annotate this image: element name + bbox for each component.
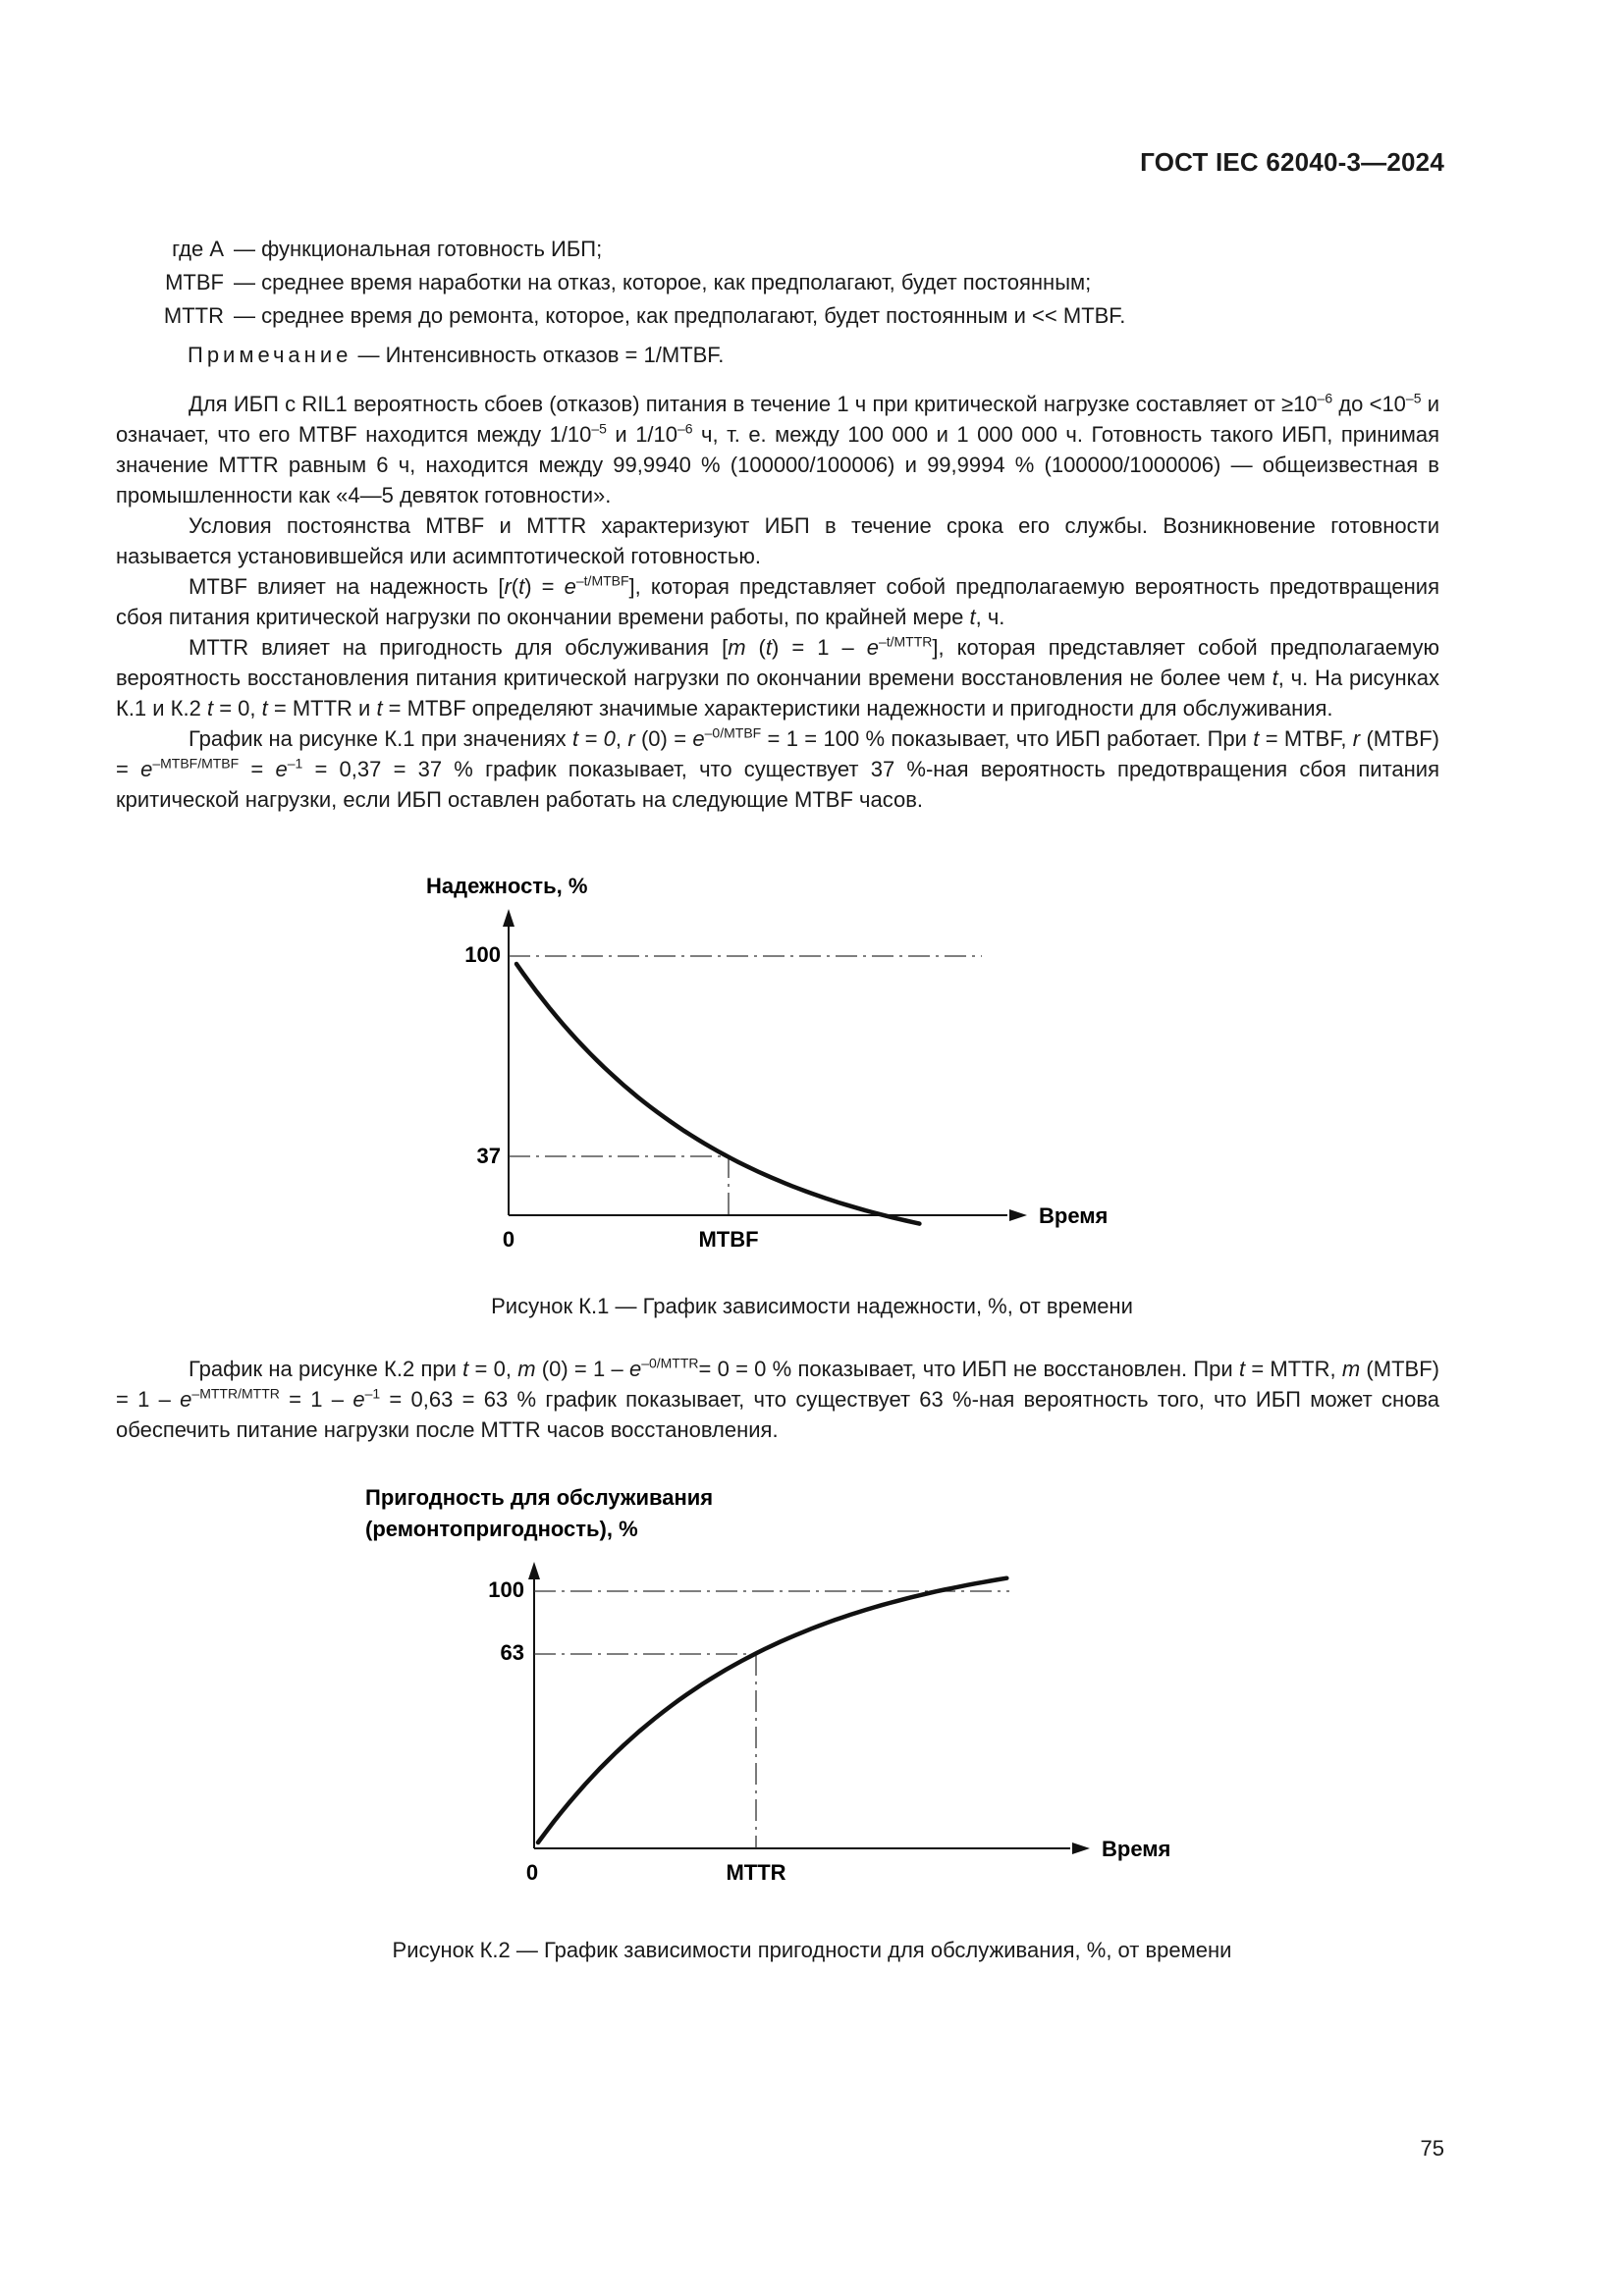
x-axis-label: Время [1039, 1203, 1109, 1228]
math-var: e [140, 757, 153, 781]
definition-term: где A [172, 237, 224, 261]
paragraph-3: MTBF влияет на надежность $[r(t) = e^{-t/MTBF}]$, которая представляет собой предполагаемую вероятность предотвращения сбоя питания критической нагрузки по окончании времени работы, по крайней мере t, ч. [116, 572, 1439, 629]
text-run: = MTBF, [1259, 726, 1353, 751]
math-var: t = 0 [571, 726, 616, 751]
text-run: = 0, [468, 1357, 518, 1381]
paragraph-5 [116, 723, 1439, 815]
text-run: , ч. [975, 605, 1005, 629]
paragraph-4: MTTR влияет на пригодность для обслуживания [m $(t) = 1 - e^{-t/MTTR}$], которая представляет собой предполагаемую вероятность восстановления питания критической нагрузки по окончании времени восстановления не более чем t, ч. На рисунках К.1 и К.2 t = 0, t = MTTR и t = MTBF определяют значимые характеристики надежности и пригодности для обслуживания. [116, 633, 1439, 721]
definition-text: — среднее время до ремонта, которое, как предполагают, будет постоянным и << MTBF. [234, 303, 1126, 328]
page-number: 75 [1420, 2136, 1444, 2161]
text-run: ) = 1 – [772, 635, 867, 660]
text-run: ], которая представляет собой предполагаемую вероятность восстановления питания критической нагрузки по окончании времени восстановления не более чем [116, 635, 1439, 690]
text-run: Для ИБП с RIL1 вероятность сбоев (отказов) питания в течение 1 ч при критической нагрузке составляет от ≥10 [189, 392, 1318, 416]
text-run: , ч. На рисунках К.1 и К.2 [116, 666, 1439, 721]
text-run: (0) = 1 – [535, 1357, 629, 1381]
definition-term: MTBF [165, 270, 224, 294]
text-run: (0) = [634, 726, 693, 751]
maintainability-curve [538, 1578, 1006, 1842]
definition-row [116, 233, 1441, 266]
math-var: t [462, 1357, 469, 1381]
math-var: m [1341, 1357, 1361, 1381]
text-run: = [239, 757, 276, 781]
superscript: –0/MTTR [641, 1355, 699, 1371]
text-run: (MTBF) = 1 – [116, 1357, 1439, 1412]
paragraph-6 [116, 1354, 1439, 1445]
superscript: –t/MTBF [575, 572, 629, 589]
text-run: График на рисунке К.1 при значениях [189, 726, 572, 751]
math-var: e [692, 726, 705, 751]
text-run: = 1 – [279, 1387, 353, 1412]
math-var: t [206, 696, 214, 721]
figure-2-caption: Рисунок К.2 — График зависимости пригодности для обслуживания, %, от времени [392, 1938, 1232, 1962]
text-run: = MTTR и [267, 696, 377, 721]
text-run: = 1 = 100 % показывает, что ИБП работает. При [761, 726, 1254, 751]
y-axis-arrowhead [503, 909, 514, 927]
x-axis-label: Время [1102, 1837, 1171, 1861]
note-label: Примечание [188, 343, 352, 367]
y-tick-label-100: 100 [464, 942, 501, 967]
note-text: — Интенсивность отказов = 1/MTBF. [352, 343, 725, 367]
definition-text: — функциональная готовность ИБП; [234, 237, 603, 261]
y-axis-arrowhead [528, 1562, 540, 1579]
text-run: = MTBF определяют значимые характеристики надежности и пригодности для обслуживания. [382, 696, 1333, 721]
text-run: = 0 = 0 % показывает, что ИБП не восстановлен. При [698, 1357, 1239, 1381]
text-run: до <10 [1332, 392, 1406, 416]
note [188, 343, 724, 368]
math-var: m [728, 635, 746, 660]
superscript: –1 [364, 1385, 381, 1402]
text-run: = 0, [213, 696, 262, 721]
math-var: t [1253, 726, 1260, 751]
math-var: t [1272, 666, 1278, 690]
text-run: и означает, что его MTBF находится между 1/10 [116, 392, 1439, 447]
paragraph-1 [116, 389, 1439, 510]
math-var: t [518, 574, 525, 599]
reliability-chart [393, 864, 1178, 1276]
x-axis-arrowhead [1072, 1842, 1090, 1854]
text-run: ч, т. е. между 100 000 и 1 000 000 ч. Готовность такого ИБП, принимая значение MTTR равным 6 ч, находится между 99,9940 % (100000/100006) и 99,9994 % (100000/1000006) — общеизвестная в промышленности как «4—5 девяток готовности». [116, 422, 1439, 507]
y-tick-label-63: 63 [500, 1640, 524, 1665]
body-text-2 [116, 1354, 1439, 1445]
text-run: MTTR влияет на пригодность для обслуживания [ [189, 635, 729, 660]
text-run: ) = [524, 574, 565, 599]
definitions-list [116, 233, 1441, 333]
math-var: m [517, 1357, 536, 1381]
math-var: r [504, 574, 512, 599]
x-axis-arrowhead [1009, 1209, 1027, 1221]
y-axis-label-line1: Пригодность для обслуживания [365, 1485, 714, 1510]
math-var: t [261, 696, 268, 721]
document-header: ГОСТ IEC 62040-3—2024 [1140, 147, 1444, 177]
text-run: = MTTR, [1245, 1357, 1342, 1381]
superscript: –t/MTTR [878, 633, 933, 650]
maintainability-chart [353, 1477, 1218, 1909]
math-var: e [564, 574, 576, 599]
text-run: = 0,37 = 37 % график показывает, что существует 37 %-ная вероятность предотвращения сбоя питания критической нагрузки, если ИБП оставлен работать на следующие MTBF часов. [116, 757, 1439, 812]
definition-row [116, 266, 1441, 299]
superscript: –MTBF/MTBF [152, 755, 240, 772]
math-var: t [765, 635, 773, 660]
body-text [116, 389, 1439, 815]
math-var: r [1352, 726, 1361, 751]
math-var: e [628, 1357, 642, 1381]
math-var: t [1238, 1357, 1246, 1381]
superscript: –0/MTBF [704, 724, 762, 741]
superscript: –6 [677, 420, 693, 437]
text-run: и 1/10 [606, 422, 678, 447]
x-tick-label-mtbf: MTBF [698, 1227, 759, 1252]
math-var: e [180, 1387, 192, 1412]
x-tick-label-0: 0 [525, 1860, 539, 1885]
text-run: = 0,63 = 63 % график показывает, что существует 63 %-ная вероятность того, что ИБП может снова обеспечить питание нагрузки после MTTR часов восстановления. [116, 1387, 1440, 1442]
text-run: График на рисунке К.2 при [189, 1357, 463, 1381]
superscript: –1 [287, 755, 303, 772]
y-axis-label: Надежность, % [426, 874, 588, 898]
text-run: ], которая представляет собой предполагаемую вероятность предотвращения сбоя питания критической нагрузки по окончании времени работы, по крайней мере [116, 574, 1439, 629]
math-var: r [627, 726, 635, 751]
superscript: –MTTR/MTTR [191, 1385, 280, 1402]
y-tick-label-37: 37 [476, 1144, 501, 1168]
definition-term: MTTR [163, 303, 224, 328]
text-run: MTBF влияет на надежность [ [189, 574, 505, 599]
figure-1-caption: Рисунок К.1 — График зависимости надежности, %, от времени [491, 1294, 1133, 1318]
y-axis-label-line2: (ремонтопригодность), % [365, 1517, 638, 1541]
x-tick-label-0: 0 [502, 1227, 515, 1252]
reliability-curve [516, 964, 919, 1224]
superscript: –5 [591, 420, 607, 437]
text-run: , [615, 726, 628, 751]
math-var: t [969, 605, 976, 629]
superscript: –6 [1317, 390, 1333, 406]
superscript: –5 [1405, 390, 1422, 406]
definition-text: — среднее время наработки на отказ, которое, как предполагают, будет постоянным; [234, 270, 1092, 294]
math-var: e [866, 635, 879, 660]
math-var: t [376, 696, 383, 721]
definition-row [116, 299, 1441, 333]
math-var: e [352, 1387, 365, 1412]
paragraph-2: Условия постоянства MTBF и MTTR характеризуют ИБП в течение срока его службы. Возникновение готовности называется установившейся или асимптотической готовностью. [116, 513, 1439, 568]
x-tick-label-mttr: MTTR [726, 1860, 786, 1885]
y-tick-label-100: 100 [488, 1577, 524, 1602]
text-run: (MTBF) = [116, 726, 1439, 781]
math-var: e [275, 757, 288, 781]
